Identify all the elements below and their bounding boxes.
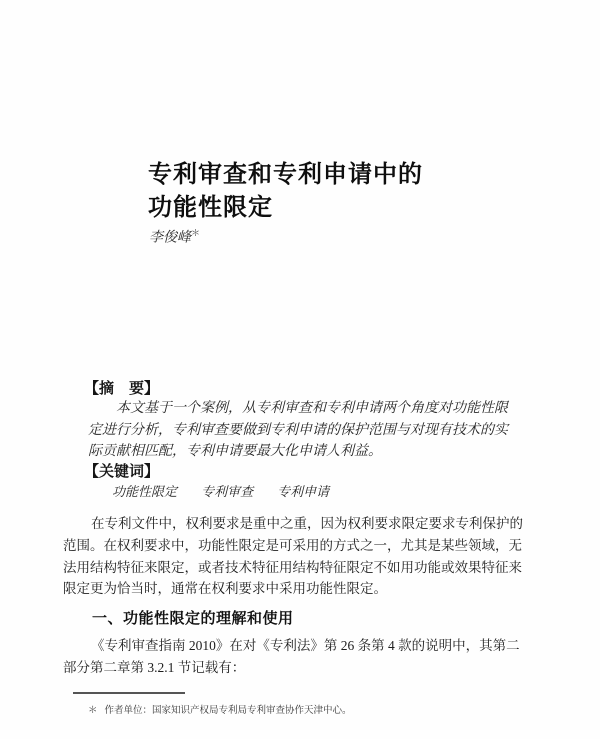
body-paragraph-2 — [63, 635, 520, 679]
body-paragraph-1 — [63, 513, 523, 600]
abstract-line: 际贡献相匹配，专利申请要最大化申请人利益。 — [88, 444, 382, 460]
keywords-label: 【关键词】 — [84, 463, 160, 480]
keyword-term: 专利审查 — [201, 484, 254, 499]
body-line: 部分第二章第 3.2.1 节记载有： — [63, 659, 246, 675]
keyword-term: 功能性限定 — [112, 484, 178, 499]
footnote-divider — [73, 692, 185, 694]
author-footnote-mark: ＊ — [191, 228, 201, 238]
abstract-label: 【摘 要】 — [84, 380, 160, 397]
body-line: 范围。在权利要求中，功能性限定是可采用的方式之一，尤其是某些领域，无 — [63, 537, 522, 553]
footnote-text: 作者单位：国家知识产权局专利局专利审查协作天津中心。 — [104, 706, 352, 716]
article-title-line-2: 功能性限定 — [148, 194, 273, 221]
keyword-term: 专利申请 — [277, 484, 330, 499]
body-line: 限定更为恰当时，通常在权利要求中采用功能性限定。 — [63, 581, 387, 597]
abstract-line: 本文基于一个案例，从专利审查和专利申请两个角度对功能性限 — [116, 401, 508, 416]
article-title — [148, 158, 423, 224]
footnote-marker: ＊ — [88, 706, 98, 716]
author-name: 李俊峰 — [149, 230, 191, 246]
article-title-line-1: 专利审查和专利申请中的 — [148, 161, 423, 188]
author-line — [149, 226, 200, 247]
body-line: 在专利文件中，权利要求是重中之重，因为权利要求限定要求专利保护的 — [91, 516, 523, 531]
footnote — [88, 702, 352, 716]
body-line: 《专利审查指南 2010》在对《专利法》第 26 条第 4 款的说明中，其第二 — [91, 638, 520, 653]
abstract-text — [88, 398, 508, 463]
body-line: 法用结构特征来限定，或者技术特征用结构特征限定不如用功能或效果特征来 — [63, 559, 522, 575]
keywords-list — [112, 481, 329, 500]
section-1-heading: 一、功能性限定的理解和使用 — [92, 610, 294, 627]
abstract-line: 定进行分析，专利审查要做到专利申请的保护范围与对现有技术的实 — [88, 422, 508, 438]
